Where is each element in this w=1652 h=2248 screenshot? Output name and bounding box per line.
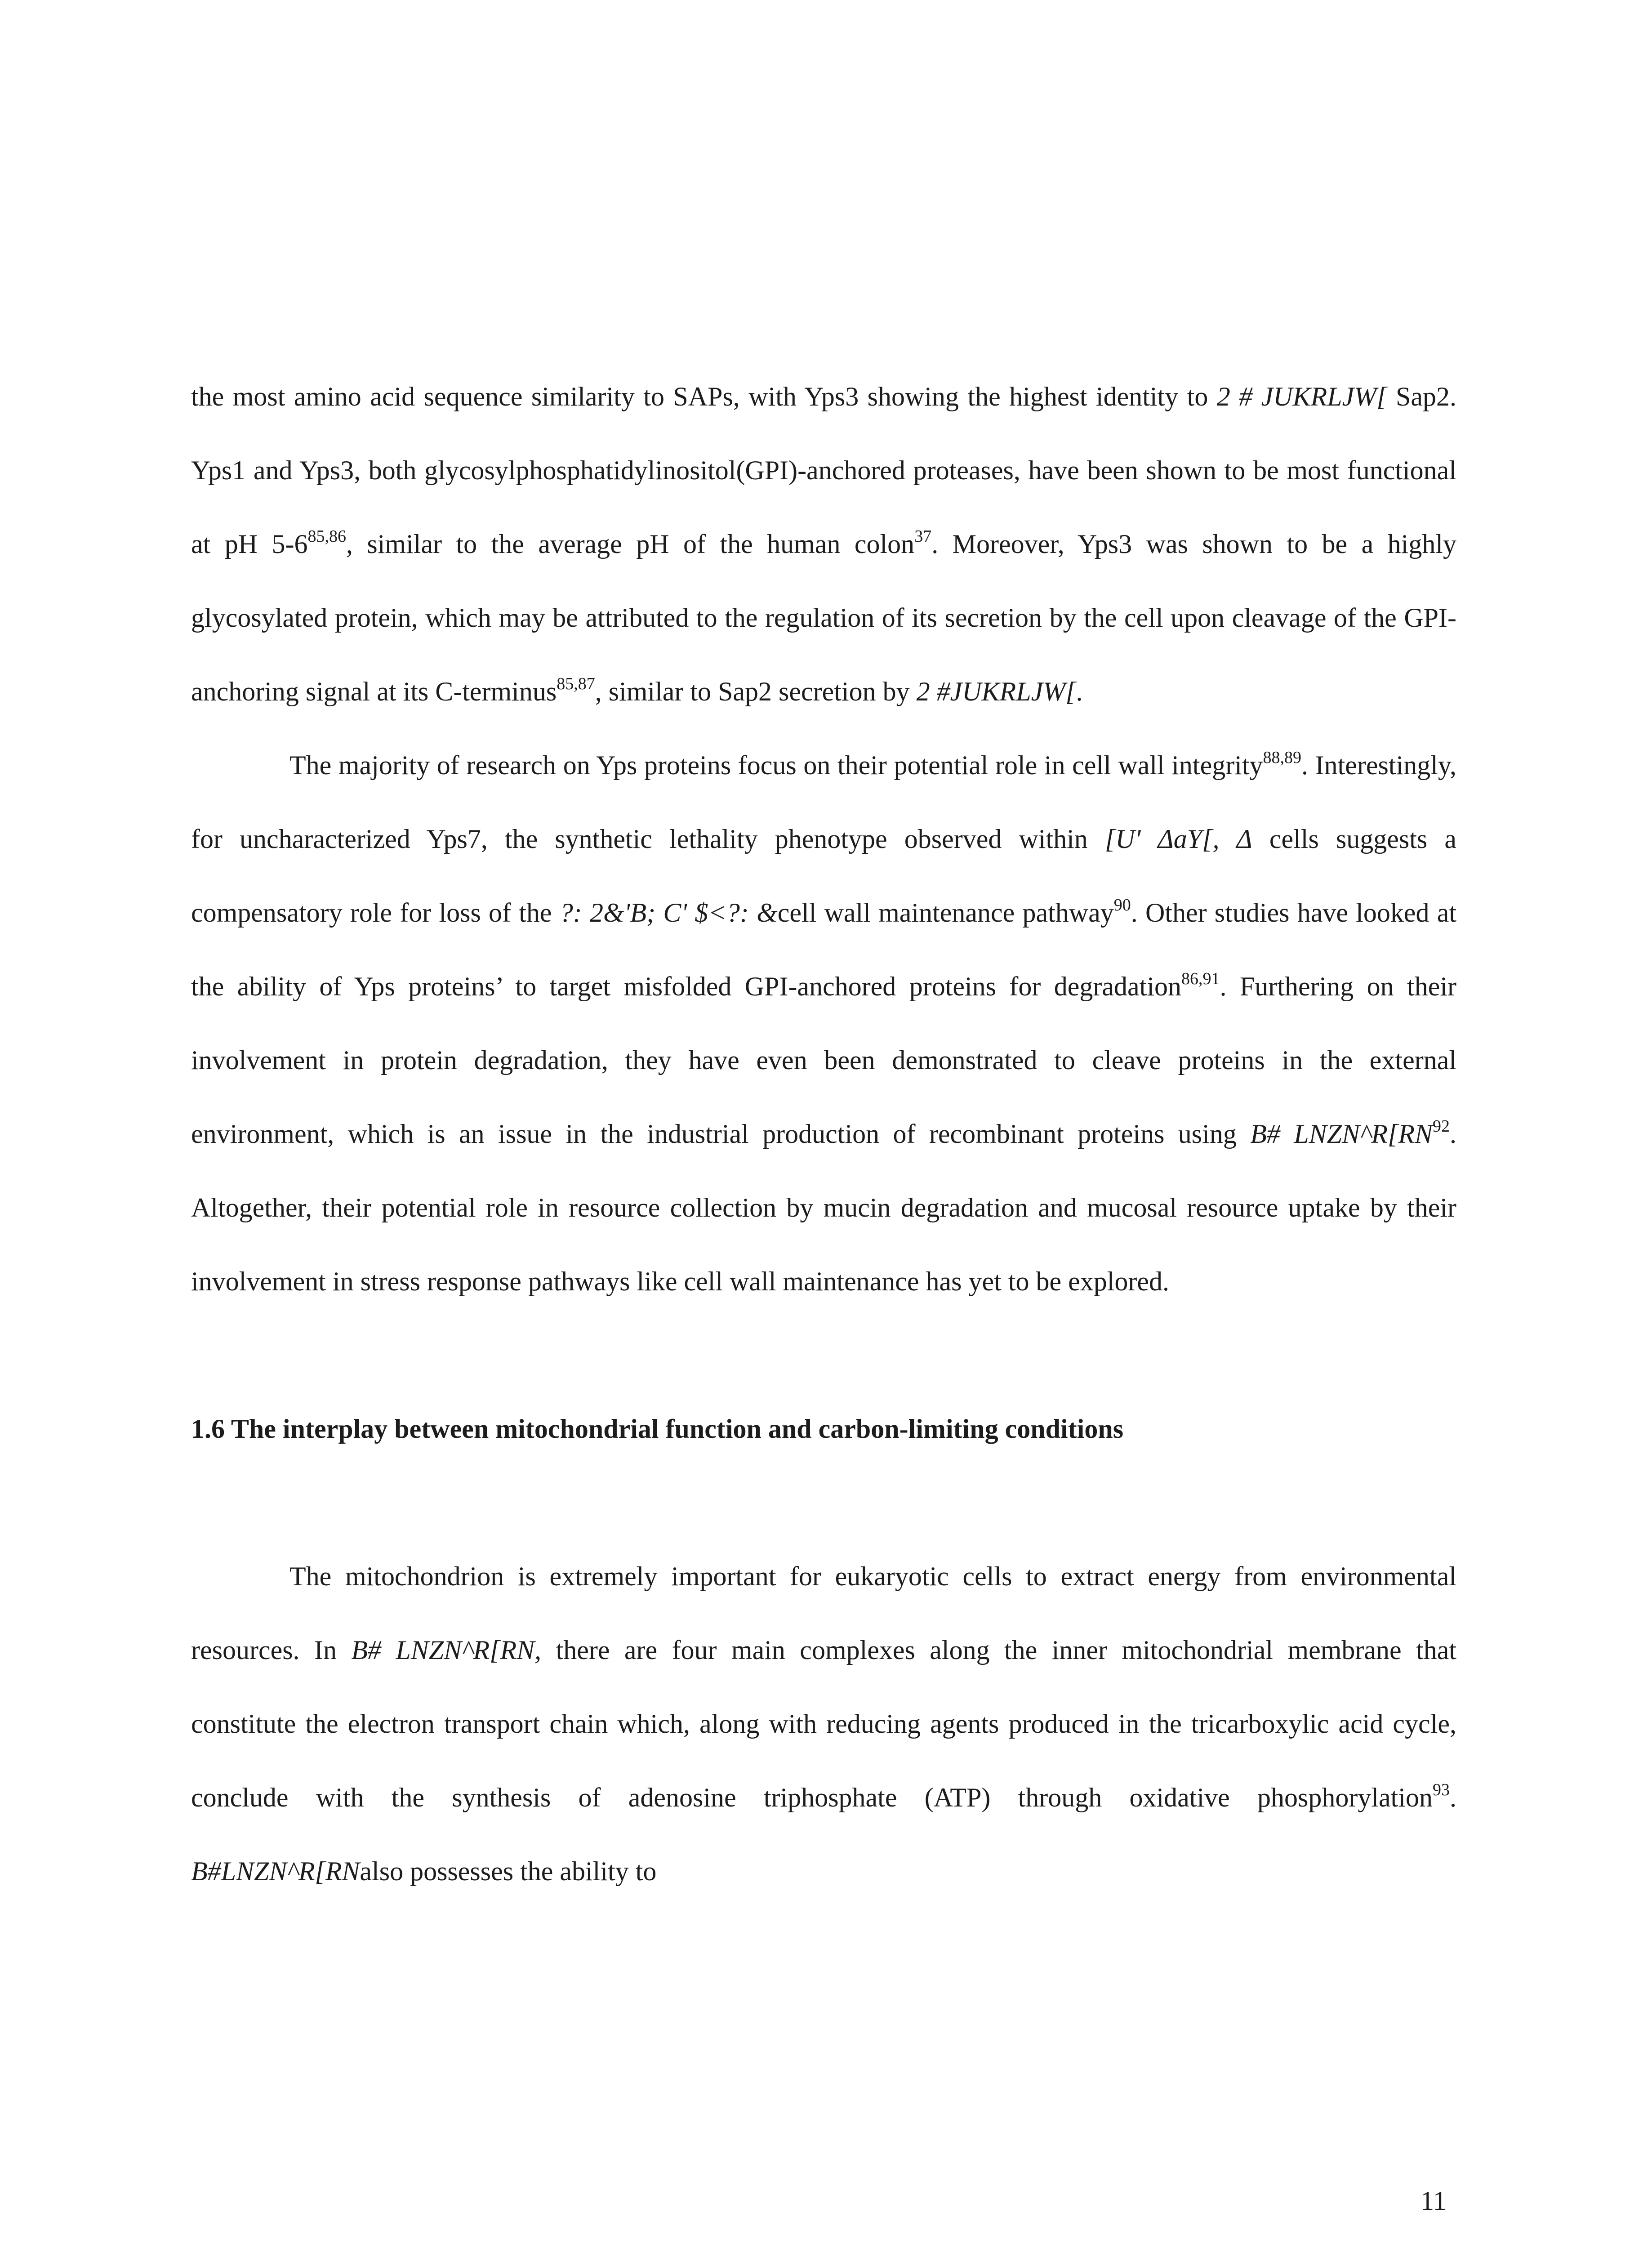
text-run: . Altogether, their potential role in resource collection by mucin degradation and mucosal resource uptake by their involvement in stress response pathways like cell wall maintenance has yet to be explored. <box>191 1119 1456 1296</box>
text-run: Sap2. Yps1 and Yps3, both glycosylphosphatidylinositol(GPI)-anchored proteases, have been shown to be most functional at pH 5-6 <box>191 382 1457 559</box>
text-run: . <box>1450 1783 1456 1812</box>
text-run: . Moreover, Yps3 was shown to be a highly glycosylated protein, which may be attributed to the regulation of its secretion by the cell upon cleavage of the GPI-anchoring signal at its C-terminus <box>191 529 1456 706</box>
text-run: cell wall maintenance pathway <box>777 898 1114 928</box>
spacer <box>191 1466 1456 1539</box>
spacer <box>191 1318 1456 1392</box>
text-run: . <box>1076 677 1083 706</box>
text-run: The majority of research on Yps proteins focus on their potential role in cell wall integrity <box>289 750 1263 780</box>
text-run: . Interestingly, for uncharacterized Yps7, the synthetic lethality phenotype observed within <box>191 750 1456 854</box>
citation-superscript: 93 <box>1433 1780 1450 1799</box>
citation-superscript: 86,91 <box>1181 969 1220 988</box>
citation-superscript: 85,87 <box>557 674 595 693</box>
italic-pathway-name: ?: 2&'B; C' $<?: & <box>559 898 778 928</box>
citation-superscript: 85,86 <box>307 527 346 546</box>
citation-superscript: 37 <box>914 527 932 546</box>
paragraph-yps-research <box>191 728 1456 1318</box>
section-heading: 1.6 The interplay between mitochondrial function and carbon-limiting conditions <box>191 1414 1124 1444</box>
text-run: . Other studies have looked at the ability of Yps proteins’ to target misfolded GPI-anchored proteins for degradation <box>191 898 1456 1001</box>
italic-species-name: B# LNZN^R[RN <box>1250 1119 1433 1149</box>
text-run: the most amino acid sequence similarity to SAPs, with Yps3 showing the highest identity to <box>191 382 1217 411</box>
italic-species-name: B# LNZN^R[RN, <box>351 1635 542 1665</box>
paragraph-yps-secretion <box>191 360 1456 728</box>
italic-species-name: B#LNZN^R[RN <box>191 1856 360 1886</box>
text-run: , similar to the average pH of the human colon <box>346 529 915 559</box>
text-run: cells suggests a compensatory role for loss of the <box>191 824 1456 928</box>
text-run: , similar to Sap2 secretion by <box>595 677 917 706</box>
italic-gene-name: [U' ΔaY[, Δ <box>1104 824 1252 854</box>
text-run: The mitochondrion is extremely important for eukaryotic cells to extract energy from environmental resources. In <box>191 1561 1456 1665</box>
page-number: 11 <box>1420 2186 1447 2216</box>
citation-superscript: 90 <box>1113 896 1131 914</box>
body-text <box>191 360 1456 1908</box>
paragraph-mitochondrion <box>191 1539 1456 1908</box>
text-run: also possesses the ability to <box>360 1856 657 1886</box>
citation-superscript: 92 <box>1433 1117 1450 1136</box>
citation-superscript: 88,89 <box>1263 748 1302 767</box>
italic-species-name: 2 # JUKRLJW[ <box>1216 382 1387 411</box>
italic-species-name: 2 #JUKRLJW[ <box>916 677 1076 706</box>
text-run: there are four main complexes along the inner mitochondrial membrane that constitute the electron transport chain which, along with reducing agents produced in the tricarboxylic acid cycle, conclude with the synthesis of adenosine triphosphate (ATP) through oxidative phosphorylation <box>191 1635 1456 1812</box>
text-run: . Furthering on their involvement in protein degradation, they have even been demonstrated to cleave proteins in the external environment, which is an issue in the industrial production of recombinant proteins using <box>191 972 1456 1149</box>
